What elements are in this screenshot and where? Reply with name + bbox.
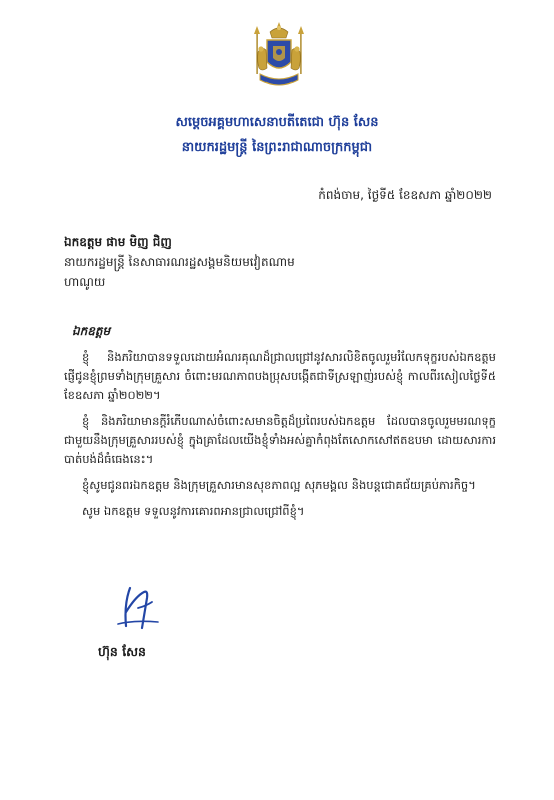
body-paragraph: ខ្ញុំ និងភរិយាមានក្តីរំភើបណាស់ចំពោះសមានចិត្តដ៏ប្រពៃរបស់ឯកឧត្តម ដែលបានចូលរួមមរណទុក្ខ ជាមួយនឹងក្រុមគ្រួសាររបស់ខ្ញុំ ក្នុងគ្រាដែលយើងខ្ញុំទាំងអស់គ្នាកំពុងតែសោកសៅឥតឧបមា ដោយសារការបាត់បង់ដ៏ធំធេងនេះ។	[64, 414, 496, 466]
recipient-name: ឯកឧត្តម ផាម មិញ ជិញ	[64, 235, 172, 249]
sender-title: នាយករដ្ឋមន្ត្រី នៃព្រះរាជាណាចក្រកម្ពុជា	[181, 140, 373, 155]
salutation: ឯកឧត្តម	[72, 324, 111, 338]
letter-date: កំពង់ចាម, ថ្ងៃទី៥ ខែឧសភា ឆ្នាំ២០២២	[318, 188, 492, 202]
recipient-city: ហាណូយ	[64, 275, 106, 289]
recipient-block	[64, 232, 504, 292]
recipient-position: នាយករដ្ឋមន្ត្រី នៃសាធារណរដ្ឋសង្គមនិយមវៀតណាម	[64, 255, 295, 269]
signer-name: ហ៊ុន សែន	[98, 644, 146, 659]
signature-icon	[114, 582, 162, 634]
royal-coat-of-arms-icon	[248, 18, 310, 98]
closing-paragraph: សូម ឯកឧត្តម ទទួលនូវការគោរពអានជ្រាលជ្រៅពីខ្ញុំ។	[82, 504, 305, 518]
sender-name: សម្តេចអគ្គមហាសេនាបតីតេជោ ហ៊ុន សែន	[175, 115, 379, 130]
body-paragraph: ខ្ញុំសូមជូនពរឯកឧត្តម និងក្រុមគ្រួសារមានសុខភាពល្អ សុភមង្គល និងបន្តជោគជ័យគ្រប់ភារកិច្ច។	[82, 478, 476, 492]
body-paragraph: ខ្ញុំ និងភរិយាបានទទួលដោយអំណរគុណដ៏ជ្រាលជ្រៅនូវសារលិខិតចូលរួមរំលែកទុក្ខរបស់ឯកឧត្តមផ្ញើជូនខ្ញុំព្រមទាំងក្រុមគ្រួសារ ចំពោះមរណភាពបងប្រុសបង្កើតជាទីស្រឡាញ់របស់ខ្ញុំ កាលពីរសៀលថ្ងៃទី៥ ខែឧសភា ឆ្នាំ២០២២។	[64, 350, 496, 402]
letter-body	[64, 348, 496, 528]
